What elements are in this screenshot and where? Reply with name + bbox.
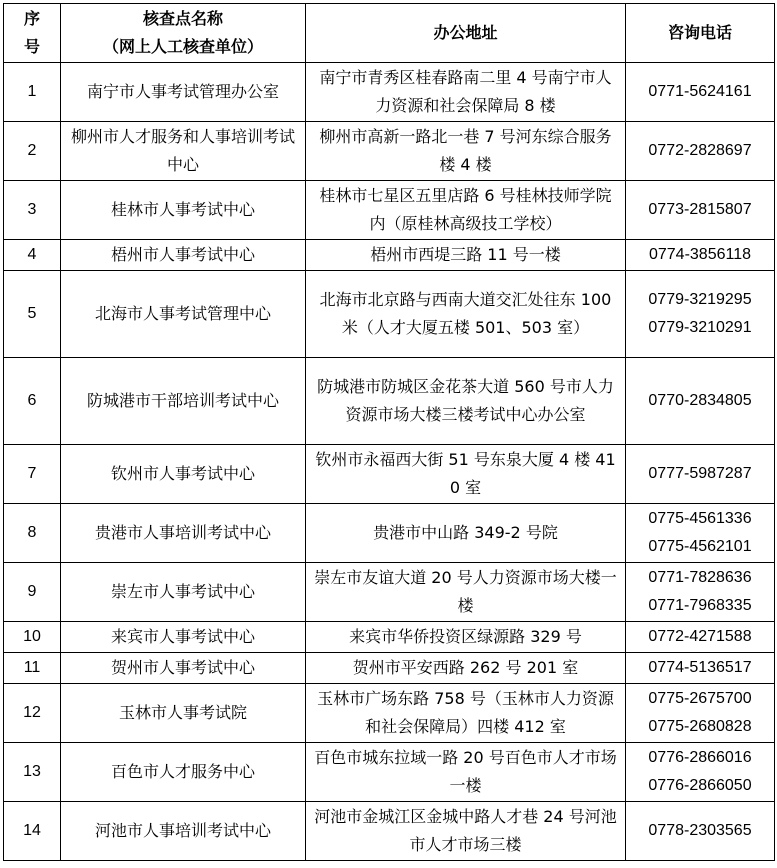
cell-phone <box>626 622 775 653</box>
cell-seq: 9 <box>4 563 61 622</box>
table-body <box>4 63 775 861</box>
header-seq-line2: 号 <box>23 37 40 56</box>
header-seq-line1: 序 <box>23 9 40 28</box>
cell-seq: 10 <box>4 622 61 653</box>
phone-number: 0778-2303565 <box>648 822 752 839</box>
table-row <box>4 622 775 653</box>
phone-number: 0771-7828636 <box>648 569 752 586</box>
cell-check-point-name: 河池市人事培训考试中心 <box>61 802 306 861</box>
phone-number: 0775-2680828 <box>648 718 752 735</box>
cell-seq: 1 <box>4 63 61 122</box>
phone-number: 0777-5987287 <box>648 465 752 482</box>
cell-check-point-name: 钦州市人事考试中心 <box>61 445 306 504</box>
cell-office-address: 防城港市防城区金花茶大道 560 号市人力资源市场大楼三楼考试中心办公室 <box>306 358 626 445</box>
phone-number: 0774-3856118 <box>648 246 752 263</box>
table-header-row <box>4 4 775 63</box>
table-row <box>4 122 775 181</box>
cell-seq: 7 <box>4 445 61 504</box>
phone-number: 0776-2866016 <box>648 749 752 766</box>
header-name <box>61 4 306 63</box>
table-row <box>4 240 775 271</box>
cell-seq: 13 <box>4 743 61 802</box>
cell-seq: 3 <box>4 181 61 240</box>
cell-check-point-name: 南宁市人事考试管理办公室 <box>61 63 306 122</box>
phone-number: 0771-5624161 <box>648 83 752 100</box>
header-phone: 咨询电话 <box>626 4 775 63</box>
cell-phone <box>626 802 775 861</box>
cell-seq: 14 <box>4 802 61 861</box>
cell-check-point-name: 来宾市人事考试中心 <box>61 622 306 653</box>
phone-number: 0775-4562101 <box>648 538 752 555</box>
header-address: 办公地址 <box>306 4 626 63</box>
cell-office-address: 北海市北京路与西南大道交汇处往东 100 米（人才大厦五楼 501、503 室） <box>306 271 626 358</box>
cell-check-point-name: 梧州市人事考试中心 <box>61 240 306 271</box>
cell-seq: 6 <box>4 358 61 445</box>
table-row <box>4 653 775 684</box>
cell-seq: 11 <box>4 653 61 684</box>
cell-office-address: 玉林市广场东路 758 号（玉林市人力资源和社会保障局）四楼 412 室 <box>306 684 626 743</box>
table-row <box>4 445 775 504</box>
phone-number: 0774-5136517 <box>648 659 752 676</box>
cell-seq: 2 <box>4 122 61 181</box>
cell-seq: 5 <box>4 271 61 358</box>
header-seq <box>4 4 61 63</box>
header-name-line1: 核查点名称 <box>142 9 223 28</box>
phone-number: 0772-2828697 <box>648 142 752 159</box>
table-row <box>4 271 775 358</box>
cell-phone <box>626 271 775 358</box>
cell-check-point-name: 贵港市人事培训考试中心 <box>61 504 306 563</box>
cell-phone <box>626 122 775 181</box>
cell-office-address: 来宾市华侨投资区绿源路 329 号 <box>306 622 626 653</box>
table-row <box>4 63 775 122</box>
cell-office-address: 贵港市中山路 349-2 号院 <box>306 504 626 563</box>
phone-number: 0775-4561336 <box>648 510 752 527</box>
cell-office-address: 桂林市七星区五里店路 6 号桂林技师学院内（原桂林高级技工学校） <box>306 181 626 240</box>
table-row <box>4 743 775 802</box>
cell-office-address: 百色市城东拉域一路 20 号百色市人才市场一楼 <box>306 743 626 802</box>
cell-phone <box>626 563 775 622</box>
cell-phone <box>626 240 775 271</box>
cell-phone <box>626 504 775 563</box>
exam-check-points-table <box>3 3 775 861</box>
cell-office-address: 梧州市西堤三路 11 号一楼 <box>306 240 626 271</box>
phone-number: 0771-7968335 <box>648 597 752 614</box>
cell-check-point-name: 柳州市人才服务和人事培训考试中心 <box>61 122 306 181</box>
cell-phone <box>626 181 775 240</box>
cell-check-point-name: 桂林市人事考试中心 <box>61 181 306 240</box>
cell-seq: 4 <box>4 240 61 271</box>
phone-number: 0776-2866050 <box>648 777 752 794</box>
cell-phone <box>626 358 775 445</box>
cell-check-point-name: 贺州市人事考试中心 <box>61 653 306 684</box>
table-row <box>4 358 775 445</box>
table-row <box>4 504 775 563</box>
cell-check-point-name: 防城港市干部培训考试中心 <box>61 358 306 445</box>
phone-number: 0772-4271588 <box>648 628 752 645</box>
cell-phone <box>626 743 775 802</box>
cell-office-address: 贺州市平安西路 262 号 201 室 <box>306 653 626 684</box>
cell-seq: 8 <box>4 504 61 563</box>
cell-check-point-name: 玉林市人事考试院 <box>61 684 306 743</box>
cell-check-point-name: 百色市人才服务中心 <box>61 743 306 802</box>
phone-number: 0779-3210291 <box>648 319 752 336</box>
phone-number: 0773-2815807 <box>648 201 752 218</box>
cell-check-point-name: 北海市人事考试管理中心 <box>61 271 306 358</box>
table-row <box>4 684 775 743</box>
cell-phone <box>626 63 775 122</box>
phone-number: 0770-2834805 <box>648 392 752 409</box>
cell-phone <box>626 684 775 743</box>
table-row <box>4 802 775 861</box>
document-page <box>3 3 775 861</box>
table-row <box>4 563 775 622</box>
cell-office-address: 河池市金城江区金城中路人才巷 24 号河池市人才市场三楼 <box>306 802 626 861</box>
cell-office-address: 钦州市永福西大街 51 号东泉大厦 4 楼 410 室 <box>306 445 626 504</box>
cell-check-point-name: 崇左市人事考试中心 <box>61 563 306 622</box>
cell-phone <box>626 445 775 504</box>
table-row <box>4 181 775 240</box>
cell-phone <box>626 653 775 684</box>
phone-number: 0775-2675700 <box>648 690 752 707</box>
cell-office-address: 崇左市友谊大道 20 号人力资源市场大楼一楼 <box>306 563 626 622</box>
phone-number: 0779-3219295 <box>648 291 752 308</box>
cell-office-address: 柳州市高新一路北一巷 7 号河东综合服务楼 4 楼 <box>306 122 626 181</box>
cell-seq: 12 <box>4 684 61 743</box>
cell-office-address: 南宁市青秀区桂春路南二里 4 号南宁市人力资源和社会保障局 8 楼 <box>306 63 626 122</box>
header-name-line2: （网上人工核查单位） <box>102 37 263 56</box>
